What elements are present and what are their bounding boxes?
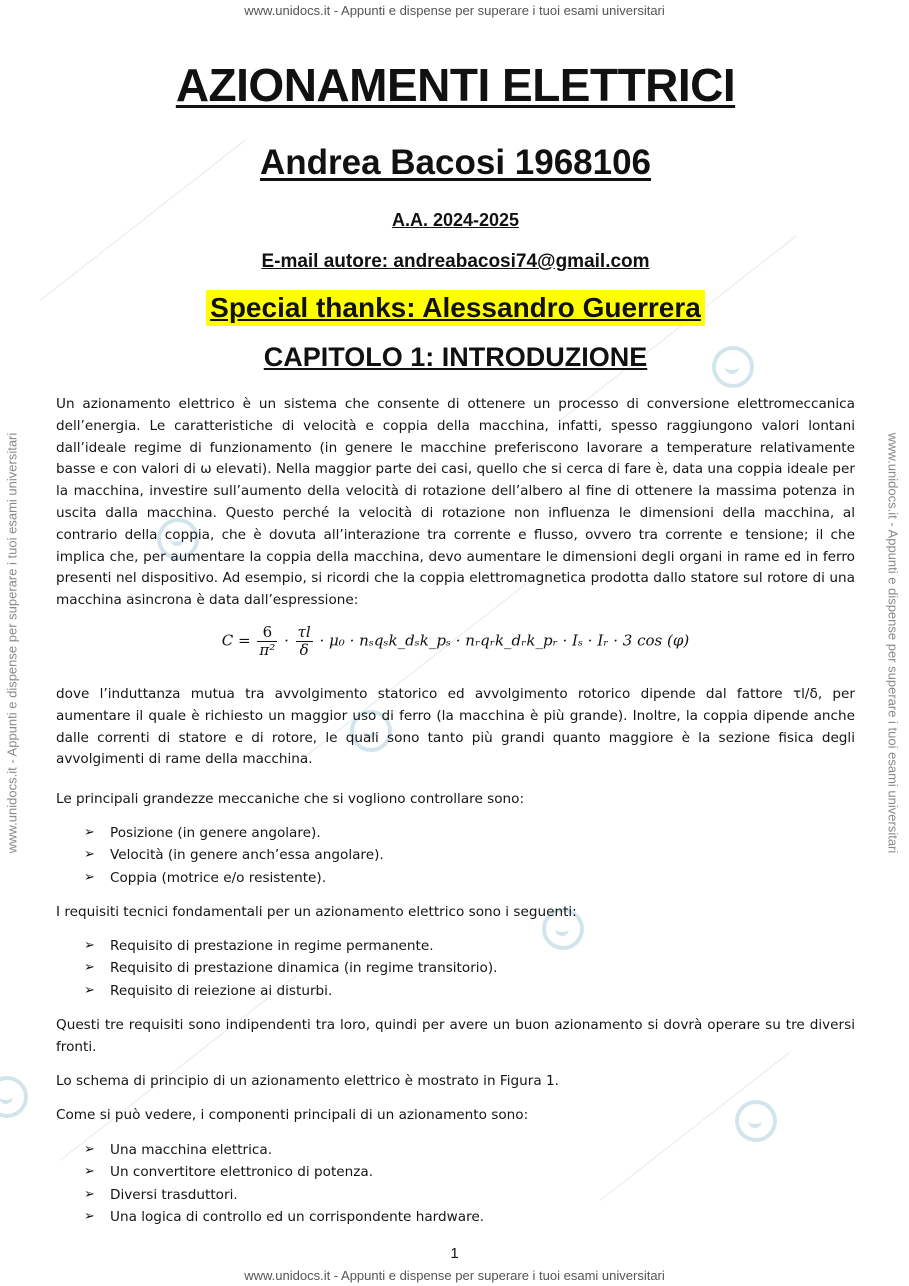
author-email: E-mail autore: andreabacosi74@gmail.com: [261, 251, 650, 272]
list-item: ➢ Requisito di prestazione dinamica (in regime transitorio).: [84, 957, 844, 979]
list-item: ➢ Coppia (motrice e/o resistente).: [84, 867, 844, 889]
page-number: 1: [450, 1245, 459, 1262]
chapter-heading: CAPITOLO 1: INTRODUZIONE: [263, 342, 648, 372]
paragraph-components-intro: Come si può vedere, i componenti principali di un azionamento sono:: [56, 1107, 529, 1123]
watermark-side-left: www.unidocs.it - Appunti e dispense per superare i tuoi esami universitari: [4, 432, 20, 854]
paragraph-independent: Questi tre requisiti sono indipendenti tra loro, quindi per avere un buon azionamento si dovrà operare su tre diversi fronti.: [56, 1017, 855, 1055]
paragraph-figure-ref: Lo schema di principio di un azionamento elettrico è mostrato in Figura 1.: [56, 1073, 559, 1089]
list-item: ➢ Diversi trasduttori.: [84, 1184, 844, 1206]
torque-formula: [56, 624, 855, 659]
academic-year: A.A. 2024-2025: [391, 210, 520, 230]
list-item: ➢ Un convertitore elettronico di potenza.: [84, 1161, 844, 1183]
list-item: ➢ Posizione (in genere angolare).: [84, 822, 844, 844]
document-title: AZIONAMENTI ELETTRICI: [175, 59, 736, 111]
formula-fraction-6-pi2: [257, 624, 277, 659]
watermark-side-right: www.unidocs.it - Appunti e dispense per superare i tuoi esami universitari: [885, 432, 901, 854]
list-item: ➢ Requisito di reiezione ai disturbi.: [84, 980, 844, 1002]
formula-rest: · μ₀ · nₛqₛk_dₛk_pₛ · nᵣqᵣk_dᵣk_pᵣ · Iₛ · Iᵣ · 3 cos (φ): [319, 631, 690, 650]
formula-frac1-num: 6: [257, 624, 277, 642]
watermark-logo-icon: [0, 1076, 28, 1118]
special-thanks: [56, 290, 855, 326]
formula-dot: ·: [284, 631, 289, 650]
paragraph-quantities-intro: Le principali grandezze meccaniche che si vogliono controllare sono:: [56, 791, 525, 807]
list-mechanical-quantities: [84, 822, 844, 889]
formula-fraction-tau-l-delta: [296, 624, 313, 659]
list-item: ➢ Requisito di prestazione in regime permanente.: [84, 935, 844, 957]
watermark-footer: www.unidocs.it - Appunti e dispense per superare i tuoi esami universitari: [244, 1268, 665, 1283]
paragraph-inductance: dove l’induttanza mutua tra avvolgimento statorico ed avvolgimento rotorico dipende dal fattore τl/δ, per aumentare il quale è richiesto un maggior uso di ferro (la macchina è più grande). Inoltre, la coppia dipende anche dalle correnti di statore e di rotore, le quali sono tanto più grandi quanto maggiore è la sezione fisica degli avvolgimenti di rame della macchina.: [56, 686, 855, 768]
formula-frac2-num: τl: [297, 623, 311, 641]
paragraph-intro: Un azionamento elettrico è un sistema che consente di ottenere un processo di conversione elettromeccanica dell’energia. Le caratteristiche di velocità e coppia della macchina, infatti, spesso raggiungono valori lontani dall’ideale regime di funzionamento (in genere le macchine preferiscono lavorare a temperature relativamente basse e con valori di ω elevati). Nella maggior parte dei casi, quello che si cerca di fare è, data una coppia ideale per la macchina, investire sull’aumento della velocità di rotazione dell’albero al fine di ottenere la massima potenza in uscita dalla macchina. Questo perché la velocità di rotazione non influenza le dimensioni della macchina, al contrario della coppia, che è dovuta all’interazione tra corrente e flusso, ovvero tra corrente e tensione; il che implica che, per aumentare la coppia della macchina, devo aumentare le dimensioni degli organi in rame ed in ferro presenti nel dispositivo. Ad esempio, si ricordi che la coppia elettromagnetica prodotta dallo statore sul rotore di una macchina asincrona è data dall’espressione:: [56, 396, 855, 609]
special-thanks-text: Special thanks: Alessandro Guerrera: [206, 290, 705, 326]
paragraph-requirements-intro: I requisiti tecnici fondamentali per un azionamento elettrico sono i seguenti:: [56, 904, 577, 920]
watermark-line: [60, 975, 297, 1160]
formula-lhs: C =: [221, 631, 251, 650]
watermark-header: www.unidocs.it - Appunti e dispense per superare i tuoi esami universitari: [244, 3, 665, 18]
list-requirements: [84, 935, 844, 1002]
list-item: ➢ Una macchina elettrica.: [84, 1139, 844, 1161]
list-item: ➢ Una logica di controllo ed un corrispondente hardware.: [84, 1206, 844, 1228]
list-item: ➢ Velocità (in genere anch’essa angolare).: [84, 844, 844, 866]
author-name: Andrea Bacosi 1968106: [259, 143, 652, 182]
formula-frac2-den: δ: [299, 641, 309, 659]
formula-frac1-den: π²: [259, 641, 276, 659]
list-components: [84, 1139, 844, 1228]
